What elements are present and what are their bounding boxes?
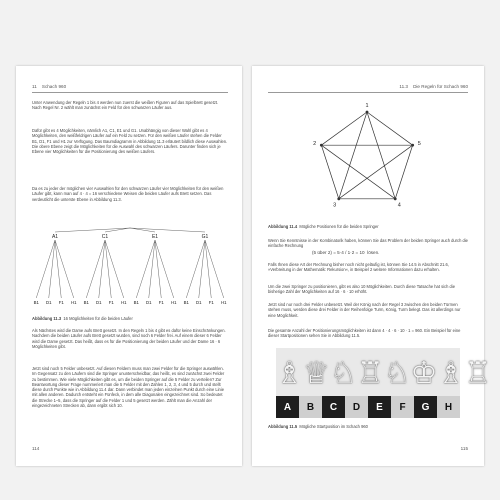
board-file-label: H	[437, 396, 460, 418]
tree-leaf-label: B1	[133, 300, 139, 305]
board-file-label: G	[414, 396, 437, 418]
formula-text: lösen.	[367, 250, 380, 255]
chess-piece: ♗	[437, 356, 465, 391]
chess-piece: ♗	[276, 356, 303, 391]
caption-label: Abbildung 11.4	[268, 224, 298, 229]
tree-lines	[36, 228, 224, 298]
chess-board-figure	[276, 348, 492, 418]
left-paragraph-5: Jetzt sind noch 5 Felder unbesetzt. Auf diesen Feldern muss man zwei Felder für die Springer auswählen. Im Gegensatz zu den Läufern sind die Springer ununterscheidbar, das heißt, es sind zunächst zwei Felder zu bestimmen. Wie viele Möglichkeiten gibt es, um die beiden Springer auf die 5 Felder zu verteilen? Zur Beantwortung dieser Frage nummeriert man die 5 Felder mit den Zahlen 1, 2, 3, 4 und 5 durch und stellt diese durch Punkte wie in Abbildung 11.4 dar. Dann verbindet man jeden einzelnen Punkt durch eine Linie mit allen anderen. Dadurch entsteht ein Fünfeck, in dem alle Diagonalen eingezeichnet sind. So bedeutet die Strecke 1–5, dass die Springer auf die Felder 1 und 5 gesetzt werden. Zählt man die Anzahl der eingezeichneten Strecken ab, dann ergibt sich 10.	[32, 366, 225, 409]
tree-edge	[105, 240, 111, 298]
pentagon-edge	[367, 112, 395, 199]
tree-edge	[105, 240, 124, 298]
tree-leaf-label: D1	[196, 300, 202, 305]
pentagon-vertex	[366, 111, 369, 114]
chess-piece: ♖	[356, 356, 384, 391]
right-paragraph-5: Die gesamte Anzahl der Positionierungsmöglichkeiten ist dann 4 · 4 · 6 · 10 · 1 = 960. Ein Beispiel für eine dieser Startpositionen sehen Sie in Abbildung 11.5.	[268, 328, 461, 339]
tree-edge	[36, 240, 55, 298]
pentagon-lines	[321, 112, 412, 199]
tree-edge	[86, 240, 105, 298]
pentagon-edge	[321, 145, 395, 199]
right-header-chapter: 11.3	[399, 84, 408, 89]
chess-piece: ♘	[383, 356, 411, 391]
pentagon-vertex	[320, 144, 323, 147]
left-paragraph-2: Dafür gibt es 4 Möglichkeiten, nämlich A1, C1, E1 und G1. Unabhängig von dieser Wahl gibt es 4 Möglichkeiten, den weißfeldrigen Läufer auf ein Feld zu setzen. Für den weißen Läufer stehen die Felder B1, D1, F1 und H1 zur Verfügung. Das Baumdiagramm in Abbildung 11.3 erläutert bildlich diese Auswahlen. Die obere Ebene zeigt die Möglichkeiten für die Auswahl des schwarzen Läufers. Darunter finden sich je Ebene vier Möglichkeiten für die Positionierung des weißen Läufers.	[32, 128, 228, 155]
tree-leaf-label: F1	[58, 300, 64, 305]
right-page-number: 115	[460, 446, 468, 451]
caption-figure-11-3	[32, 316, 228, 321]
tree-leaf-label: B1	[83, 300, 89, 305]
right-paragraph-3: Um die zwei Springer zu positionieren, gibt es also 10 Möglichkeiten. Durch diese Tatsache hat sich die bisherige Zahl der Möglichkeiten auf 16 · 6 · 10 erhöht.	[268, 284, 455, 295]
pentagon-edge	[339, 112, 367, 199]
tree-root-label: A1	[51, 234, 59, 240]
caption-figure-11-5	[268, 424, 468, 429]
left-paragraph-4: Als Nächstes wird die Dame aufs Brett gesetzt. In den Regeln 1 bis 4 gibt es dafür keine Einschränkungen. Nachdem die beiden Läufer aufs Brett gesetzt wurden, sind noch 6 Felder frei. Auf einem dieser 6 Felder wird die Dame gesetzt. Das heißt, dass es für die Positionierung der beiden Läufer und der Dame 16 · 6 Möglichkeiten gibt.	[32, 328, 226, 349]
tree-diagram	[30, 226, 230, 310]
left-page	[16, 66, 242, 466]
left-header-rule	[32, 92, 228, 93]
caption-text: Mögliche Startposition im Schach 960	[299, 424, 368, 429]
tree-root-label: G1	[201, 234, 209, 240]
chess-piece: ♖	[464, 356, 492, 391]
tree-leaf-label: F1	[208, 300, 214, 305]
board-file-label: E	[368, 396, 391, 418]
tree-root-label: E1	[151, 234, 159, 240]
tree-edge	[136, 240, 155, 298]
formula-line	[312, 250, 462, 255]
tree-leaf-label: F1	[158, 300, 164, 305]
tree-edge	[49, 240, 55, 298]
tree-edge	[186, 240, 205, 298]
board-file-label: D	[345, 396, 368, 418]
left-paragraph-3: Da es zu jeder der möglichen vier Auswahlen für den schwarzen Läufer vier Möglichkeiten für den weißen Läufer gibt, kann man auf 4 · 4 = 16 verschiedene Weisen die beiden Läufer aufs Brett setzen. Das verdeutlicht die unterste Ebene in Abbildung 11.3.	[32, 186, 224, 202]
pentagon-vertex	[337, 197, 340, 200]
board-file-label: A	[276, 396, 299, 418]
right-header-rule	[268, 92, 468, 93]
chess-piece: ♕	[302, 356, 330, 391]
tree-root-label: C1	[101, 234, 109, 240]
chess-piece: ♘	[329, 356, 357, 391]
left-header-title: Schach 960	[41, 84, 67, 89]
pentagon-vertex	[411, 144, 414, 147]
formula: (5 über 2) = 5·4 / 1·2 = 10	[312, 250, 365, 255]
tree-leaf-label: B1	[33, 300, 39, 305]
right-paragraph-1: Wenn Sie Kenntnisse in der Kombinatorik haben, können Sie das Problem der beiden Springer auch durch die einfache Rechnung	[268, 238, 468, 249]
pentagon-edge	[321, 145, 338, 199]
tree-leaf-label: H1	[171, 300, 177, 305]
pentagon-edge	[395, 145, 412, 199]
tree-edge	[99, 240, 105, 298]
pentagon-vertex-label: 4	[397, 202, 401, 209]
tree-edge	[155, 240, 161, 298]
left-header	[32, 84, 66, 89]
pentagon-vertex-label: 1	[365, 103, 369, 109]
caption-label: Abbildung 11.5	[268, 424, 298, 429]
caption-text: 16 Möglichkeiten für die beiden Läufer	[63, 316, 133, 321]
tree-edge	[199, 240, 205, 298]
right-header	[399, 84, 468, 89]
file-row	[276, 396, 460, 418]
caption-label: Abbildung 11.3	[32, 316, 62, 321]
right-paragraph-2: Falls Ihnen diese Art der Rechnung bisher noch nicht geläufig ist, können Sie 14.5 in Abschnitt 21.6, »Verbreitung in der Mathematik: Rekursion«, in Beispiel 2 weitere Informationen dazu erhalten.	[268, 262, 449, 273]
tree-labels	[34, 234, 227, 305]
tree-edge	[205, 240, 224, 298]
tree-edge	[155, 240, 174, 298]
pentagon-vertex-label: 5	[417, 141, 421, 148]
pentagon-vertex	[394, 197, 397, 200]
tree-leaf-label: D1	[46, 300, 52, 305]
caption-figure-11-4	[268, 224, 468, 229]
tree-edge	[55, 240, 61, 298]
left-header-chapter: 11	[32, 84, 37, 89]
board-file-label: F	[391, 396, 414, 418]
tree-leaf-label: D1	[146, 300, 152, 305]
tree-leaf-label: B1	[183, 300, 189, 305]
pentagon-dots	[320, 111, 414, 201]
chess-piece: ♔	[410, 356, 438, 391]
tree-leaf-label: H1	[221, 300, 227, 305]
right-paragraph-4: Jetzt sind nur noch drei Felder unbesetzt. Weil der König nach der Regel 3 zwischen den beiden Türmen stehen muss, werden diese drei Felder in der Reihenfolge Turm, König, Turm belegt. Das ist allerdings nur eine Möglichkeit.	[268, 302, 461, 318]
pentagon-edge	[339, 145, 413, 199]
right-header-title: Die Regeln für Schach 960	[413, 84, 468, 89]
board-file-label: C	[322, 396, 345, 418]
left-page-number: 114	[32, 446, 40, 451]
tree-edge	[149, 240, 155, 298]
tree-leaf-label: H1	[121, 300, 127, 305]
pentagon-edge	[321, 112, 367, 145]
piece-row	[276, 348, 492, 396]
pentagon-edge	[367, 112, 413, 145]
left-paragraph-1: Unter Anwendung der Regeln 1 bis 4 werden nun zuerst die weißen Figuren auf das Spielbrett gesetzt. Nach Regel Nr. 2 wählt man zunächst ein Feld für den schwarzen Läufer aus.	[32, 100, 219, 111]
tree-edge	[55, 240, 74, 298]
tree-leaf-label: F1	[108, 300, 114, 305]
pentagon-vertex-label: 2	[313, 141, 317, 148]
tree-leaf-label: H1	[71, 300, 77, 305]
board-file-label: B	[299, 396, 322, 418]
pentagon-diagram	[292, 98, 442, 216]
tree-edge	[205, 240, 211, 298]
tree-leaf-label: D1	[96, 300, 102, 305]
pentagon-vertex-label: 3	[333, 202, 337, 209]
pentagon-labels	[313, 103, 421, 208]
caption-text: Mögliche Positionen für die beiden Springer	[299, 224, 379, 229]
right-page	[252, 66, 492, 466]
